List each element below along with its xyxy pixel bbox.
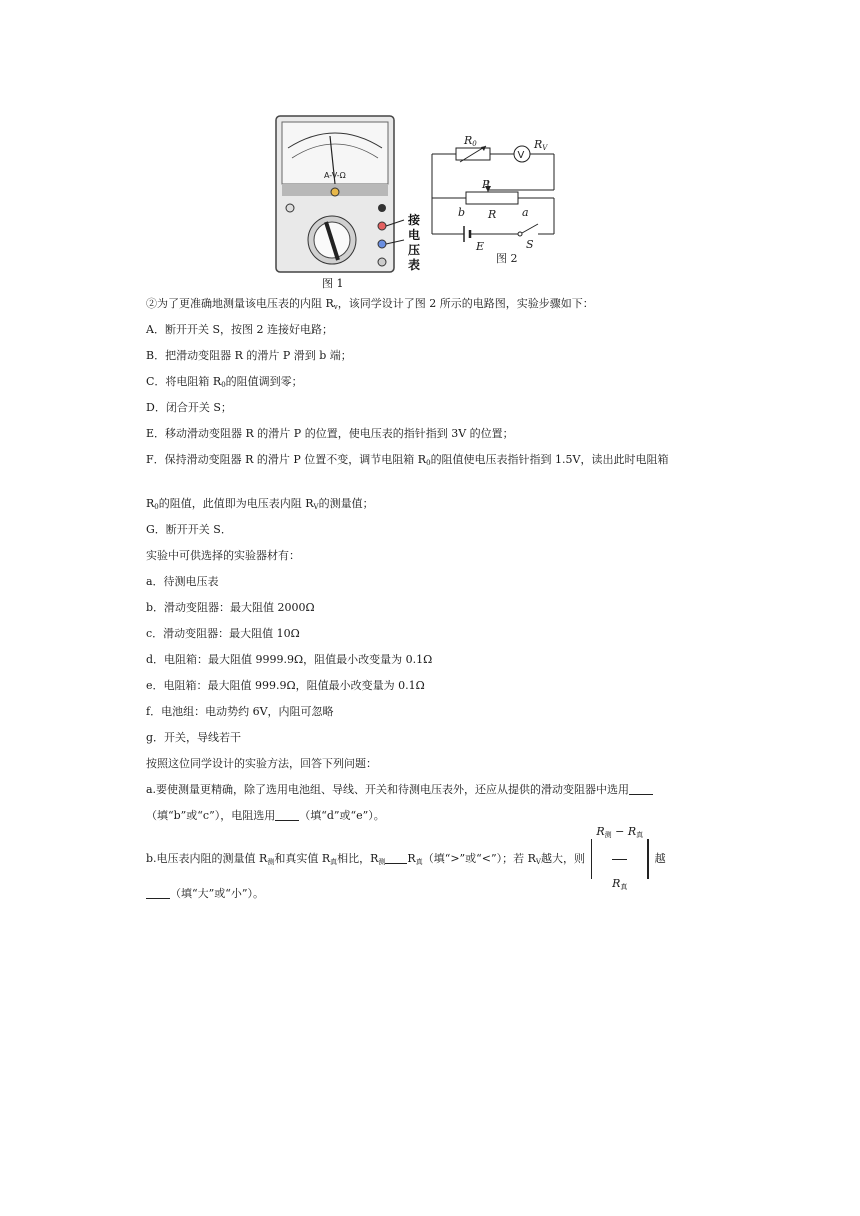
zero-adjust-knob xyxy=(331,188,339,196)
switch-s xyxy=(522,224,538,233)
step-f-continued: $R_0$的阻值，此值即为电压表内阻 $R_V$的测量值； xyxy=(146,497,374,511)
step-g: G．断开开关 S． xyxy=(146,523,232,536)
question-a-line-2: （填“b”或“c”），电阻选用 （填“d”或“e”）。 xyxy=(146,809,385,822)
rheostat-r-label: R xyxy=(488,208,497,221)
question-a-line-1: a.要使测量更精确，除了选用电池组、导线、开关和待测电压表外，还应从提供的滑动变阻器中选用 xyxy=(146,782,653,798)
switch-s-label: S xyxy=(526,238,534,251)
rheostat-r xyxy=(466,192,518,204)
material-b: b．滑动变阻器：最大阻值 2000Ω xyxy=(146,601,315,614)
end-b-label: b xyxy=(458,206,466,219)
material-e: e．电阻箱：最大阻值 999.9Ω，阻值最小改变量为 0.1Ω xyxy=(146,679,425,692)
rv-label: R xyxy=(534,138,543,151)
material-a: a．待测电压表 xyxy=(146,575,219,588)
answer-blank-resistor[interactable] xyxy=(275,809,299,821)
relative-error-formula: $\frac{\text{R测 − R真}}{\text{R真}}$ xyxy=(591,838,649,880)
side-label-4: 表 xyxy=(408,258,421,272)
slider-p-label: P xyxy=(482,178,490,191)
meter-scale-label: A-V-Ω xyxy=(324,171,346,180)
figure-2-caption: 图 2 xyxy=(496,252,518,265)
figure-1-multimeter xyxy=(270,112,430,292)
step-f: F．保持滑动变阻器 R 的滑片 P 位置不变，调节电阻箱 $R_0$的阻值使电压表指针指到 1.5V，读出此时电阻箱 xyxy=(146,453,669,467)
terminal-blue xyxy=(378,240,386,248)
step-e: E．移动滑动变阻器 R 的滑片 P 的位置，使电压表的指针指到 3V 的位置； xyxy=(146,427,514,440)
step-d: D．闭合开关 S； xyxy=(146,401,232,414)
question-intro: 按照这位同学设计的实验方法，回答下列问题： xyxy=(146,757,377,770)
side-label-1: 接 xyxy=(408,213,421,227)
terminal-red xyxy=(378,222,386,230)
side-label-3: 压 xyxy=(408,243,421,257)
material-c: c．滑动变阻器：最大阻值 10Ω xyxy=(146,627,300,640)
material-g: g．开关，导线若干 xyxy=(146,731,242,744)
end-a-label: a xyxy=(522,206,529,219)
step-a: A．断开开关 S，按图 2 连接好电路； xyxy=(146,323,333,336)
r0-sub: 0 xyxy=(472,140,477,148)
figure-2-circuit xyxy=(426,134,576,266)
question-b-line-1: b.电压表内阻的测量值 $R_测$和真实值 $R_真$相比，$R_测$ $R_真$（填“>”或“<”）；若 $R_V$越大，则 $\frac{\text{R测 − R真}}{\text{R真}}$ 越 xyxy=(146,838,666,880)
step-b: B．把滑动变阻器 R 的滑片 P 滑到 b 端； xyxy=(146,349,352,362)
materials-title: 实验中可供选择的实验器材有： xyxy=(146,549,300,562)
rv-sub: V xyxy=(542,144,548,152)
answer-blank-compare[interactable] xyxy=(385,852,407,864)
step-c: C．将电阻箱 $R_0$的阻值调到零； xyxy=(146,375,303,389)
answer-blank-trend[interactable] xyxy=(146,887,170,899)
svg-text:R0 xyxy=(463,134,477,148)
battery-e-label: E xyxy=(476,240,485,253)
svg-text:RV xyxy=(533,138,548,152)
r0-label: R xyxy=(464,134,473,147)
answer-blank-rheostat[interactable] xyxy=(629,783,653,795)
figure-1-caption: 图 1 xyxy=(322,277,344,290)
voltmeter-label: V xyxy=(517,150,525,161)
material-f: f．电池组：电动势约 6V，内阻可忽略 xyxy=(146,705,334,718)
intro-line: ②为了更准确地测量该电压表的内阻 $R_v$，该同学设计了图 2 所示的电路图，实验步骤如下： xyxy=(146,297,594,311)
question-b-line-2: （填“大”或“小”）。 xyxy=(146,886,264,902)
terminal-top xyxy=(378,204,386,212)
side-label-2: 电 xyxy=(408,228,421,242)
material-d: d．电阻箱：最大阻值 9999.9Ω，阻值最小改变量为 0.1Ω xyxy=(146,653,433,666)
